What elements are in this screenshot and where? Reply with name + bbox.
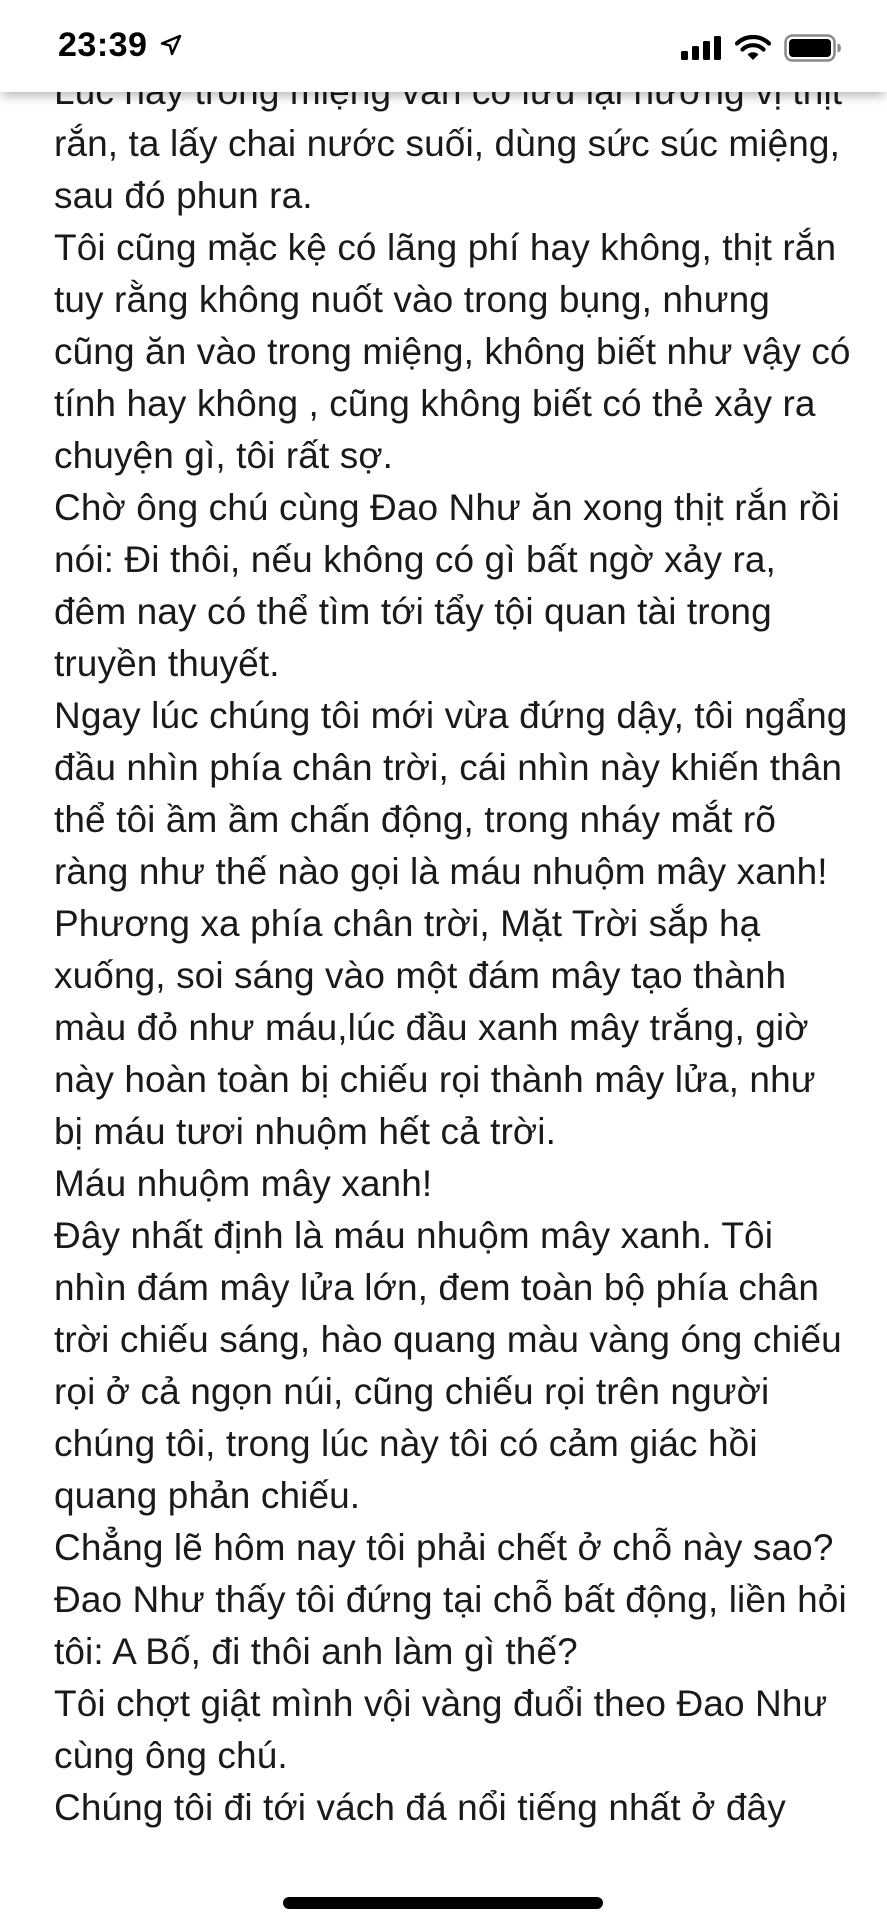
article-text [54,66,854,1834]
paragraph: Tôi cũng mặc kệ có lãng phí hay không, thịt rắn tuy rằng không nuốt vào trong bụng, nhưng cũng ăn vào trong miệng, không biết như vậy có tính hay không , cũng không biết có thẻ xảy ra chuyện gì, tôi rất sợ. [54,227,851,476]
paragraph: Chúng tôi đi tới vách đá nổi tiếng nhất ở đây [54,1787,786,1828]
cellular-signal-icon [681,36,721,60]
paragraph: Chẳng lẽ hôm nay tôi phải chết ở chỗ này sao? [54,1527,834,1568]
status-bar [0,0,887,92]
location-arrow-icon [160,34,182,56]
paragraph: Đao Như thấy tôi đứng tại chỗ bất động, liền hỏi tôi: A Bố, đi thôi anh làm gì thế? [54,1579,847,1672]
battery-icon [784,34,842,62]
paragraph: Máu nhuộm mây xanh! [54,1163,433,1204]
status-time: 23:39 [58,26,148,64]
paragraph: Đây nhất định là máu nhuộm mây xanh. Tôi nhìn đám mây lửa lớn, đem toàn bộ phía chân trời chiếu sáng, hào quang màu vàng óng chiếu rọi ở cả ngọn núi, cũng chiếu rọi trên người chúng tôi, trong lúc này tôi có cảm giác hồi quang phản chiếu. [54,1215,842,1516]
wifi-icon [734,32,772,62]
paragraph: Tôi chợt giật mình vội vàng đuổi theo Đao Như cùng ông chú. [54,1683,828,1776]
paragraph: Chờ ông chú cùng Đao Như ăn xong thịt rắn rồi nói: Đi thôi, nếu không có gì bất ngờ xảy ra, đêm nay có thể tìm tới tẩy tội quan tài trong truyền thuyết. [54,487,840,684]
paragraph: Ngay lúc chúng tôi mới vừa đứng dậy, tôi ngẩng đầu nhìn phía chân trời, cái nhìn này khiến thân thể tôi ầm ầm chấn động, trong nháy mắt rõ ràng như thế nào gọi là máu nhuộm mây xanh! [54,695,848,892]
paragraph: Phương xa phía chân trời, Mặt Trời sắp hạ xuống, soi sáng vào một đám mây tạo thành màu đỏ như máu,lúc đầu xanh mây trắng, giờ này hoàn toàn bị chiếu rọi thành mây lửa, như bị máu tươi nhuộm hết cả trời. [54,903,816,1152]
paragraph: rắn, ta lấy chai nước suối, dùng sức súc miệng, sau đó phun ra. [54,123,840,216]
home-indicator[interactable] [283,1897,603,1909]
